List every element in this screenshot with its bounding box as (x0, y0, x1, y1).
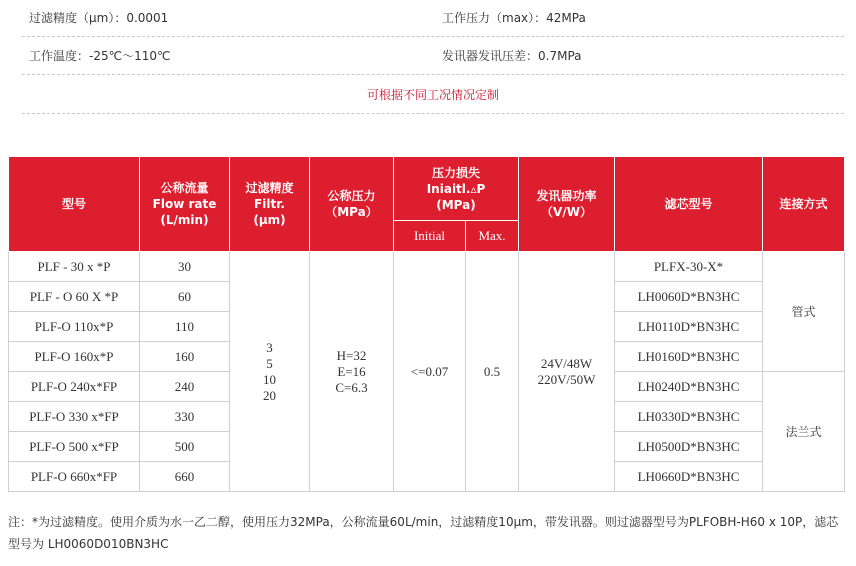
header-pressure-loss (394, 157, 519, 221)
header-pressure (310, 157, 394, 252)
element-model-cell: LH0160D*BN3HC (615, 342, 763, 372)
header-filtration (230, 157, 310, 252)
flow-rate-cell: 500 (140, 432, 230, 462)
flow-rate-cell: 660 (140, 462, 230, 492)
filtration-value: 5 (266, 355, 273, 371)
loss-max-cell: 0.5 (466, 252, 519, 492)
model-cell: PLF - 30 x *P (9, 252, 140, 282)
header-flow-rate (140, 157, 230, 252)
filtration-value: 20 (263, 387, 276, 403)
header-filtration-unit: (μm) (253, 213, 286, 227)
loss-initial-cell: <=0.07 (394, 252, 466, 492)
flow-rate-cell: 240 (140, 372, 230, 402)
connection-pipe-cell: 管式 (763, 252, 845, 372)
header-loss-initial: Initial (394, 221, 466, 252)
pressure-cell (310, 252, 394, 492)
header-loss-cn: 压力损失 (431, 165, 480, 180)
header-pressure-unit: （MPa） (325, 205, 378, 219)
element-model-cell: LH0240D*BN3HC (615, 372, 763, 402)
flow-rate-cell: 60 (140, 282, 230, 312)
header-flow-rate-cn: 公称流量 (160, 181, 209, 195)
spec-row-1 (22, 0, 844, 37)
element-model-cell: LH0660D*BN3HC (615, 462, 763, 492)
pressure-value: E=16 (337, 363, 366, 379)
model-cell: PLF - O 60 X *P (9, 282, 140, 312)
pressure-value: H=32 (336, 347, 367, 363)
working-pressure-spec: 工作压力（max）：42MPa (442, 11, 586, 25)
model-cell: PLF-O 240x*FP (9, 372, 140, 402)
element-model-cell: LH0500D*BN3HC (615, 432, 763, 462)
model-cell: PLF-O 330 x*FP (9, 402, 140, 432)
header-power (519, 157, 615, 252)
model-cell: PLF-O 110x*P (9, 312, 140, 342)
filtration-value: 3 (266, 339, 273, 355)
flow-rate-cell: 330 (140, 402, 230, 432)
header-power-cn: 发讯器功率 (536, 189, 597, 203)
product-spec-table (8, 156, 845, 492)
header-model: 型号 (9, 157, 140, 252)
header-flow-rate-en: Flow rate (152, 197, 217, 211)
working-temperature-spec: 工作温度：-25℃～110℃ (29, 49, 171, 63)
spec-row-2 (22, 38, 844, 75)
header-filtration-cn: 过滤精度 (245, 181, 294, 195)
header-power-unit: （V/W） (541, 205, 592, 219)
header-element-model: 滤芯型号 (615, 157, 763, 252)
flow-rate-cell: 160 (140, 342, 230, 372)
filtration-value: 10 (263, 371, 276, 387)
element-model-cell: LH0110D*BN3HC (615, 312, 763, 342)
element-model-cell: PLFX-30-X* (615, 252, 763, 282)
model-cell: PLF-O 500 x*FP (9, 432, 140, 462)
header-filtration-en: Filtr. (254, 197, 285, 211)
header-loss-unit: (MPa) (436, 197, 476, 212)
element-model-cell: LH0330D*BN3HC (615, 402, 763, 432)
header-loss-en: Iniaitl.▵P (426, 181, 486, 196)
header-flow-rate-unit: (L/min) (160, 213, 209, 227)
table-row (9, 252, 845, 282)
header-connection: 连接方式 (763, 157, 845, 252)
customization-note: 可根据不同工况情况定制 (22, 76, 844, 114)
flow-rate-cell: 30 (140, 252, 230, 282)
element-model-cell: LH0060D*BN3HC (615, 282, 763, 312)
filtration-precision-spec: 过滤精度（μm）：0.0001 (29, 11, 169, 25)
power-cell (519, 252, 615, 492)
header-loss-max: Max. (466, 221, 519, 252)
pressure-value: C=6.3 (335, 379, 368, 395)
connection-flange-cell: 法兰式 (763, 372, 845, 492)
model-cell: PLF-O 660x*FP (9, 462, 140, 492)
footnote: 注：*为过滤精度。使用介质为水一乙二醇，使用压力32MPa，公称流量60L/min，过滤精度10μm，带发讯器。则过滤器型号为PLFOBH-H60 x 10P，滤芯型号为 LH0060D010BN3HC (8, 515, 839, 551)
header-pressure-cn: 公称压力 (327, 189, 376, 203)
model-cell: PLF-O 160x*P (9, 342, 140, 372)
flow-rate-cell: 110 (140, 312, 230, 342)
power-value: 24V/48W (540, 355, 593, 371)
filtration-cell (230, 252, 310, 492)
power-value: 220V/50W (537, 371, 596, 387)
transmitter-pressure-diff-spec: 发讯器发讯压差：0.7MPa (442, 49, 582, 63)
